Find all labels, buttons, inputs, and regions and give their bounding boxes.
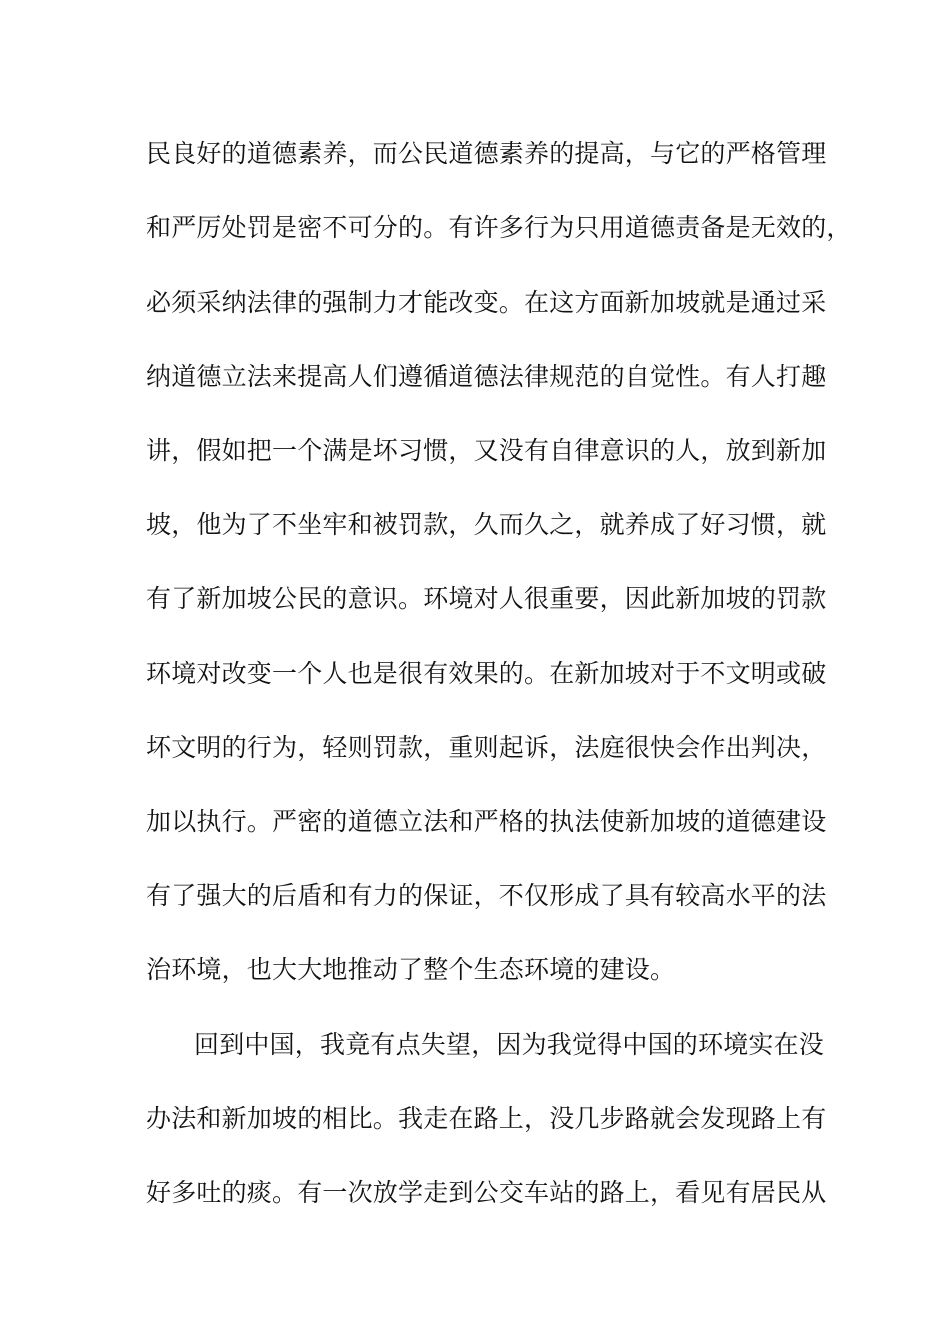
text-line: 加以执行。严密的道德立法和严格的执法使新加坡的道德建设 <box>146 807 827 836</box>
text-line: 好多吐的痰。有一次放学走到公交车站的路上，看见有居民从 <box>146 1178 827 1207</box>
text-line: 和严厉处罚是密不可分的。有许多行为只用道德责备是无效的， <box>146 213 852 242</box>
text-line: 办法和新加坡的相比。我走在路上，没几步路就会发现路上有 <box>146 1104 827 1133</box>
text-line: 纳道德立法来提高人们遵循道德法律规范的自觉性。有人打趣 <box>146 362 827 391</box>
text-line: 有了强大的后盾和有力的保证，不仅形成了具有较高水平的法 <box>146 881 827 910</box>
text-line: 民良好的道德素养，而公民道德素养的提高，与它的严格管理 <box>146 139 827 168</box>
text-line: 坏文明的行为，轻则罚款，重则起诉，法庭很快会作出判决， <box>146 733 827 762</box>
text-line: 环境对改变一个人也是很有效果的。在新加坡对于不文明或破 <box>146 659 827 688</box>
text-line: 有了新加坡公民的意识。环境对人很重要，因此新加坡的罚款 <box>146 584 827 613</box>
text-line: 坡，他为了不坐牢和被罚款，久而久之，就养成了好习惯，就 <box>146 510 827 539</box>
text-line: 必须采纳法律的强制力才能改变。在这方面新加坡就是通过采 <box>146 288 827 317</box>
text-line-indented: 回到中国，我竟有点失望，因为我觉得中国的环境实在没 <box>194 1030 825 1059</box>
text-line: 治环境，也大大地推动了整个生态环境的建设。 <box>146 955 676 984</box>
text-line: 讲，假如把一个满是坏习惯，又没有自律意识的人，放到新加 <box>146 436 827 465</box>
